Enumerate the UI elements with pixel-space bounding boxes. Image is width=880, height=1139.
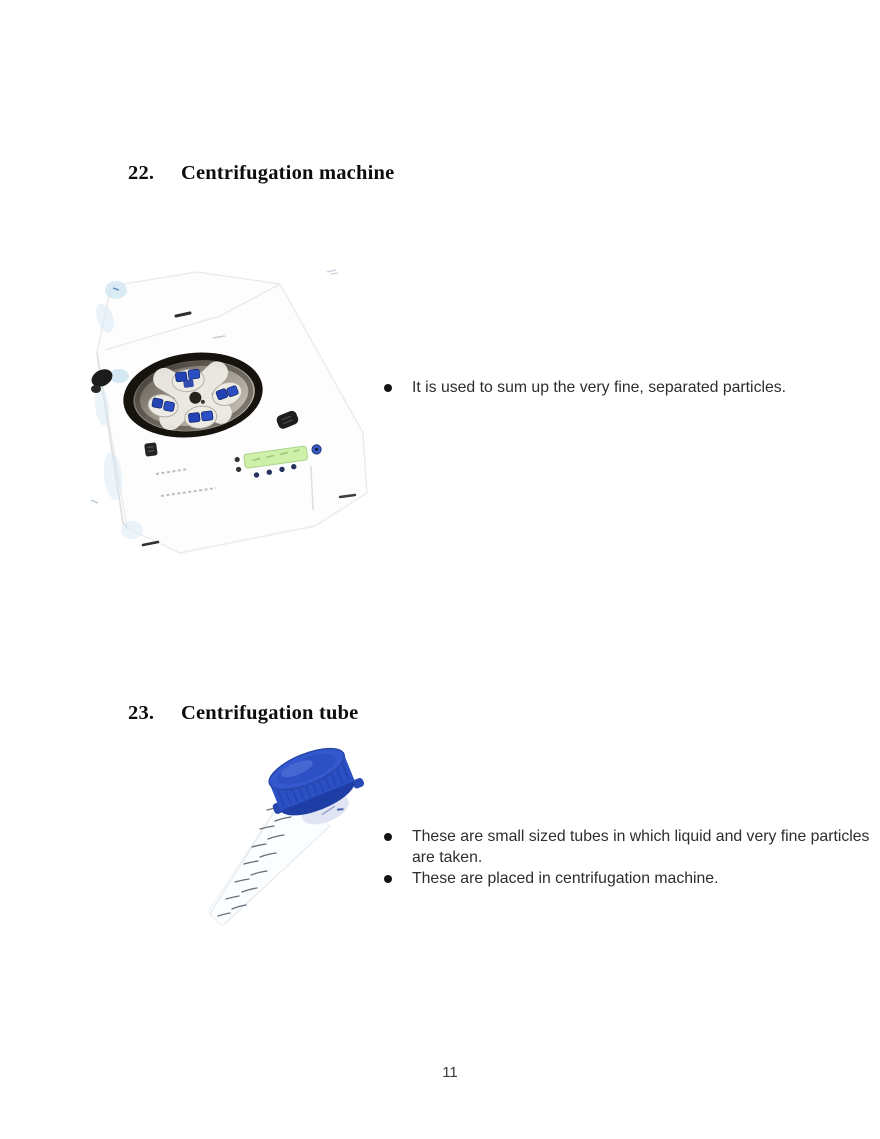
bullet-text: It is used to sum up the very fine, separated particles. — [412, 379, 787, 396]
centrifugation-tube-illustration — [180, 730, 380, 930]
section-22-bullet-list — [384, 377, 864, 398]
section-22-number: 22. — [128, 162, 155, 184]
bullet-item — [384, 377, 864, 398]
section-22-title: Centrifugation machine — [181, 162, 395, 184]
bullet-icon — [384, 384, 392, 392]
bullet-text: These are small sized tubes in which liquid and very fine particles are taken. — [412, 828, 870, 866]
bullet-item — [384, 826, 874, 868]
section-23-title: Centrifugation tube — [181, 702, 359, 724]
bullet-text: These are placed in centrifugation machine. — [412, 870, 719, 887]
section-23-heading — [128, 702, 358, 725]
machine-front-button — [144, 442, 158, 457]
bullet-item — [384, 868, 874, 889]
section-22-heading — [128, 162, 394, 185]
centrifugation-machine-image — [75, 258, 375, 558]
bullet-icon — [384, 833, 392, 841]
centrifugation-tube-image — [180, 730, 380, 930]
page-number: 11 — [442, 1064, 458, 1081]
section-23-number: 23. — [128, 702, 155, 724]
bullet-icon — [384, 875, 392, 883]
centrifugation-machine-illustration — [75, 258, 375, 558]
section-23-bullet-list — [384, 826, 874, 889]
